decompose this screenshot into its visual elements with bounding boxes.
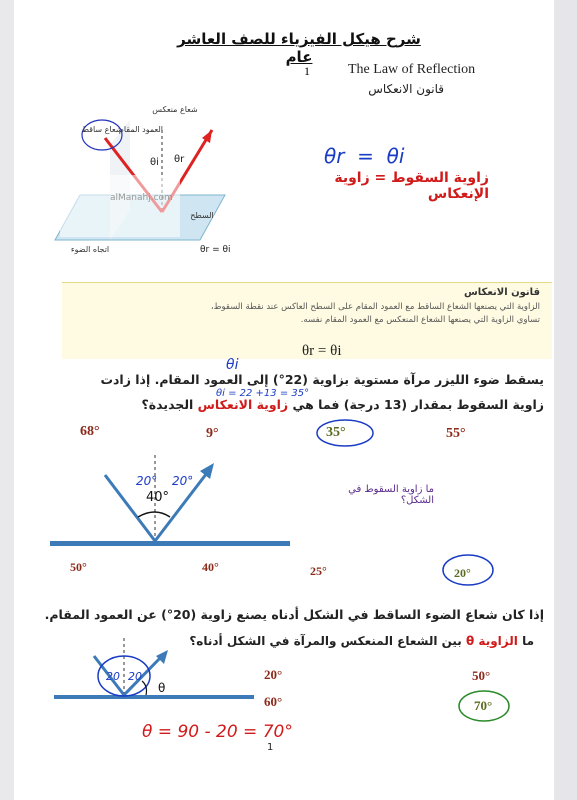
q2-label-left: 20° xyxy=(136,474,158,488)
q1-option-c: 35° xyxy=(326,425,346,440)
page-margin-bar xyxy=(555,0,577,800)
q1-option-b: 9° xyxy=(206,426,219,441)
document-page xyxy=(14,0,554,800)
light-direction-label: اتجاه الضوء xyxy=(70,245,110,254)
q1-option-a: 68° xyxy=(80,424,100,439)
q2-answer-circle xyxy=(440,552,496,588)
incident-ray-label: شعاع ساقط xyxy=(81,125,123,134)
q2-label-center: 40° xyxy=(146,490,170,505)
q3-theta-label: θ xyxy=(158,681,166,695)
q2-mirror xyxy=(50,541,290,546)
law-statement: زاوية السقوط = زاوية الإنعكاس xyxy=(334,170,489,202)
q1-annotation-calc: θi = 22 +13 = 35° xyxy=(216,388,310,399)
q1-option-d: 55° xyxy=(446,426,466,441)
q1-line1: يسقط ضوء الليزر مرآة مستوية بزاوية (22°) إلى العمود المقام. إذا زادت xyxy=(100,372,544,387)
theta-i-label: θi xyxy=(150,157,159,168)
q1-line2-part2: الجديدة؟ xyxy=(141,397,194,412)
q3-line2-part2: بين الشعاع المنعكس والمرآة في الشكل أدناه؟ xyxy=(189,634,462,648)
surface-label: السطح xyxy=(190,211,214,220)
handwritten-law-equation: θr = θi xyxy=(324,144,405,168)
q2-option-b: 40° xyxy=(202,560,219,574)
reflected-ray-label: شعاع منعكس xyxy=(152,105,198,114)
q2-option-a: 50° xyxy=(70,560,87,574)
q1-line2 xyxy=(54,397,544,412)
law-box-equation: θr = θi xyxy=(302,343,342,359)
q2-figure xyxy=(50,455,290,560)
q2-label-right: 20° xyxy=(172,474,194,488)
law-box-title: قانون الانعكاس xyxy=(464,287,540,298)
q2-arrowhead xyxy=(200,463,214,479)
law-box-line2: تساوي الزاوية التي يصنعها الشعاع المنعكس مع العمود المقام نفسه. xyxy=(300,315,540,325)
q3-figure xyxy=(54,638,254,710)
q3-answer-circle xyxy=(456,688,512,724)
q1-annotation-theta: θi xyxy=(226,357,239,373)
q2-option-d: 20° xyxy=(454,566,471,580)
q3-line2-part1: ما xyxy=(522,634,534,648)
section-number: 1 xyxy=(304,64,310,78)
q3-option-d: 70° xyxy=(474,698,493,713)
q3-solution: θ = 90 - 20 = 70° xyxy=(142,722,293,742)
watermark-area xyxy=(60,175,180,237)
q3-option-c: 60° xyxy=(264,694,283,709)
q3-option-b: 50° xyxy=(472,668,491,683)
theta-r-label: θr xyxy=(174,154,185,165)
page-number: 1 xyxy=(267,742,274,753)
law-definition-box xyxy=(62,282,552,359)
q2-angle-arc xyxy=(138,512,170,517)
reflection-diagram xyxy=(50,100,240,260)
diagram-equation: θr = θi xyxy=(200,245,231,255)
law-box-text xyxy=(70,301,540,327)
q2-prompt: ما زاوية السقوط في الشكل؟ xyxy=(348,484,434,506)
q1-line2-part1: زاوية السقوط بمقدار (13 درجة) فما هي xyxy=(292,397,544,412)
q2-option-c: 25° xyxy=(310,564,327,578)
q1-line2-red: زاوية الانعكاس xyxy=(197,397,289,412)
q3-line2-red: الزاوية θ xyxy=(466,634,518,648)
q3-mirror xyxy=(54,695,254,699)
ray-arrowhead xyxy=(202,130,212,143)
normal-label: العمود المقام xyxy=(118,125,163,134)
section-title-ar: قانون الانعكاس xyxy=(368,82,444,96)
q3-line1: إذا كان شعاع الضوء الساقط في الشكل أدناه يصنع زاوية (20°) عن العمود المقام. xyxy=(44,607,544,622)
page-title: شرح هيكل الفيزياء للصف العاشر عام xyxy=(177,30,421,66)
section-title-en: The Law of Reflection xyxy=(348,62,476,77)
q3-option-a: 20° xyxy=(264,667,283,682)
q3-label-left: 20 xyxy=(106,670,120,683)
q3-label-right: 20 xyxy=(128,670,142,683)
law-box-line1: الزاوية التي يصنعها الشعاع الساقط مع العمود المقام على السطح العاكس عند نقطة السقوط، xyxy=(210,302,540,312)
q1-answer-circle xyxy=(314,417,376,449)
watermark: alManahj.com xyxy=(110,193,173,203)
